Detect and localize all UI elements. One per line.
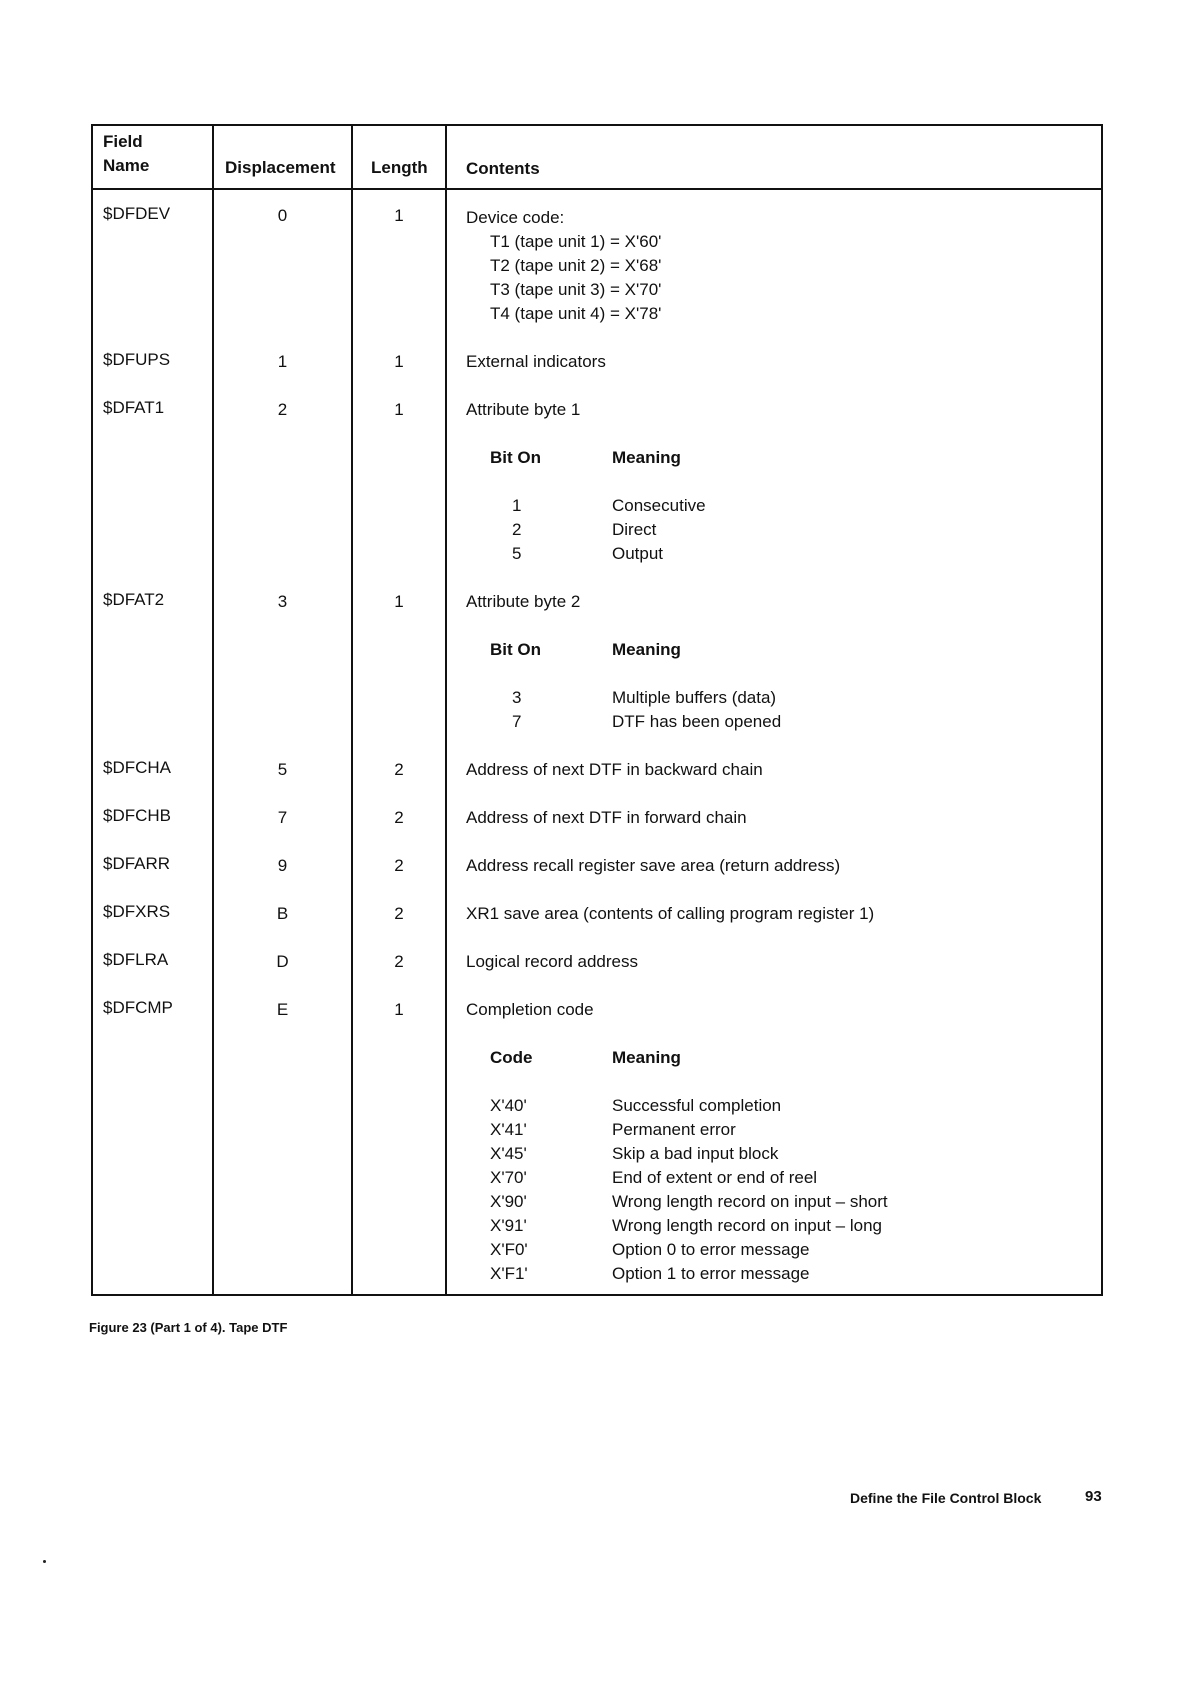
- completion-meaning: Option 0 to error message: [612, 1240, 810, 1259]
- header-divider: [93, 188, 1101, 190]
- column-divider: [351, 126, 353, 1294]
- completion-meaning: Wrong length record on input – short: [612, 1192, 888, 1211]
- contents-text: Attribute byte 1: [466, 400, 581, 419]
- bit-meaning: Direct: [612, 520, 657, 539]
- field-name: $DFDEV: [103, 204, 171, 223]
- field-name: $DFAT2: [103, 590, 165, 609]
- length-value: 2: [394, 856, 404, 875]
- length-value: 1: [394, 352, 404, 371]
- sub-header-meaning: Meaning: [612, 448, 681, 467]
- completion-meaning: Successful completion: [612, 1096, 782, 1115]
- bit-number: 5: [512, 544, 522, 563]
- device-code-line: T3 (tape unit 3) = X'70': [490, 280, 662, 299]
- completion-meaning: End of extent or end of reel: [612, 1168, 818, 1187]
- bit-meaning: Output: [612, 544, 664, 563]
- bit-meaning: Consecutive: [612, 496, 706, 515]
- contents-text: Address recall register save area (return address): [466, 856, 841, 875]
- column-divider: [445, 126, 447, 1294]
- header-length: Length: [371, 158, 428, 177]
- field-name: $DFUPS: [103, 350, 171, 369]
- displacement-value: 3: [277, 592, 288, 611]
- completion-meaning: Skip a bad input block: [612, 1144, 779, 1163]
- displacement-value: 1: [277, 352, 288, 371]
- bit-number: 1: [512, 496, 522, 515]
- bit-number: 3: [512, 688, 522, 707]
- displacement-value: 9: [277, 856, 288, 875]
- field-name: $DFCHA: [103, 758, 172, 777]
- page-number: 93: [1085, 1488, 1102, 1505]
- bit-number: 7: [512, 712, 522, 731]
- completion-code: X'91': [490, 1216, 527, 1235]
- length-value: 1: [394, 206, 404, 225]
- tape-dtf-table: [91, 124, 1103, 1296]
- contents-text: Logical record address: [466, 952, 638, 971]
- header-contents: Contents: [466, 159, 540, 178]
- device-code-line: T1 (tape unit 1) = X'60': [490, 232, 662, 251]
- length-value: 2: [394, 952, 404, 971]
- field-name: $DFCMP: [103, 998, 173, 1017]
- completion-code: X'70': [490, 1168, 527, 1187]
- displacement-value: 5: [277, 760, 288, 779]
- contents-text: External indicators: [466, 352, 606, 371]
- completion-code: X'F1': [490, 1264, 528, 1283]
- sub-header-bit-on: Bit On: [490, 448, 541, 467]
- header-displacement: Displacement: [225, 158, 336, 177]
- page-footer-title: Define the File Control Block: [850, 1490, 1042, 1506]
- completion-code: X'45': [490, 1144, 527, 1163]
- field-name: $DFCHB: [103, 806, 172, 825]
- field-name: $DFAT1: [103, 398, 165, 417]
- contents-text: Attribute byte 2: [466, 592, 581, 611]
- device-code-line: T4 (tape unit 4) = X'78': [490, 304, 662, 323]
- bit-number: 2: [512, 520, 522, 539]
- sub-header-code: Code: [490, 1048, 533, 1067]
- header-field-label-line1: Field: [103, 132, 143, 151]
- displacement-value: E: [276, 1000, 289, 1019]
- field-name: $DFLRA: [103, 950, 169, 969]
- completion-meaning: Wrong length record on input – long: [612, 1216, 882, 1235]
- length-value: 1: [394, 592, 404, 611]
- sub-header-bit-on: Bit On: [490, 640, 541, 659]
- bit-meaning: Multiple buffers (data): [612, 688, 777, 707]
- completion-code: X'40': [490, 1096, 527, 1115]
- sub-header-meaning: Meaning: [612, 640, 681, 659]
- sub-header-meaning: Meaning: [612, 1048, 681, 1067]
- displacement-value: B: [276, 904, 289, 923]
- contents-text: Address of next DTF in backward chain: [466, 760, 763, 779]
- completion-meaning: Option 1 to error message: [612, 1264, 810, 1283]
- field-name: $DFXRS: [103, 902, 171, 921]
- completion-code: X'41': [490, 1120, 527, 1139]
- stray-mark: [43, 1560, 46, 1563]
- header-field-label-line2: Name: [103, 156, 150, 175]
- displacement-value: 2: [277, 400, 288, 419]
- completion-code: X'90': [490, 1192, 527, 1211]
- field-name: $DFARR: [103, 854, 171, 873]
- figure-caption: Figure 23 (Part 1 of 4). Tape DTF: [89, 1320, 288, 1335]
- contents-text: Completion code: [466, 1000, 594, 1019]
- column-divider: [212, 126, 214, 1294]
- displacement-value: D: [276, 952, 289, 971]
- completion-meaning: Permanent error: [612, 1120, 736, 1139]
- contents-text: Address of next DTF in forward chain: [466, 808, 747, 827]
- displacement-value: 0: [277, 206, 288, 225]
- length-value: 1: [394, 400, 404, 419]
- length-value: 1: [394, 1000, 404, 1019]
- length-value: 2: [394, 760, 404, 779]
- contents-text: XR1 save area (contents of calling program register 1): [466, 904, 875, 923]
- displacement-value: 7: [277, 808, 288, 827]
- contents-text: Device code:: [466, 208, 565, 227]
- length-value: 2: [394, 904, 404, 923]
- bit-meaning: DTF has been opened: [612, 712, 782, 731]
- completion-code: X'F0': [490, 1240, 528, 1259]
- header-field-name: [103, 130, 149, 178]
- length-value: 2: [394, 808, 404, 827]
- device-code-line: T2 (tape unit 2) = X'68': [490, 256, 662, 275]
